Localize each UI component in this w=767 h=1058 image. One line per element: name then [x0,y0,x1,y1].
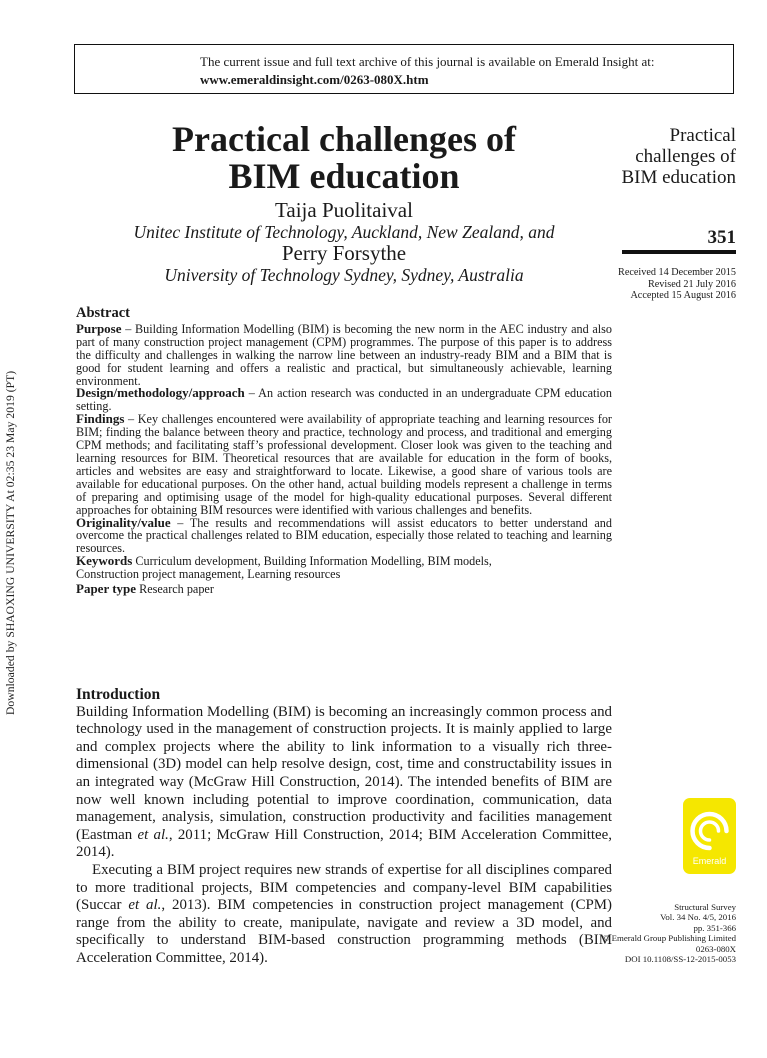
article-dates [600,267,736,302]
author-1 [76,198,612,223]
abstract-keywords [76,555,612,581]
introduction-section [76,686,612,968]
author-name: Taija Puolitaival [275,198,413,222]
banner-availability-text: The current issue and full text archive of this journal is available on Emerald Insight at: [200,54,655,69]
author-2 [76,241,612,266]
author-name: Perry Forsythe [281,241,407,265]
publication-info [596,902,736,964]
intro-p2-etal: et al. [128,897,162,914]
abstract-originality [76,514,612,556]
margin-running-title [610,125,736,188]
keywords-label: Keywords [76,553,133,569]
author-affiliation: University of Technology Sydney, Sydney, Australia [164,265,524,285]
purpose-text: – Building Information Modelling (BIM) is becoming the new norm in the AEC industry and also part of many construction project management (CPM) programmes. The purpose of this paper is to address the difficulty and challenges in walking the narrow line between an industry-ready BIM and a BIM that is good for student learning and offers a realistic and practical, but simultaneously achievable, learning environment. [76,321,612,388]
abstract-findings [76,413,612,516]
paper-type-label: Paper type [76,581,137,597]
margin-title-line-3: BIM education [621,167,736,188]
design-label: Design/methodology/approach [76,385,245,401]
journal-banner [74,44,734,94]
intro-paragraph-1 [76,704,612,862]
intro-p1-etal: et al. [137,826,169,843]
abstract-paper-type [76,583,612,596]
intro-p2-text-a: Executing a BIM project requires new strands of expertise for all disciplines compared to more traditional projects, BIM competencies and company-level BIM capabilities (Succar [76,861,612,914]
abstract-heading: Abstract [76,305,130,321]
abstract-purpose [76,320,612,388]
abstract-section [76,307,612,596]
design-text: – An action research was conducted in an undergraduate CPM education setting. [76,386,612,414]
page-number: 351 [707,227,736,248]
revised-date: Revised 21 July 2016 [647,278,736,290]
author-affiliation: Unitec Institute of Technology, Auckland, New Zealand, and [133,222,555,242]
journal-volume: Vol. 34 No. 4/5, 2016 [660,912,736,923]
intro-p1-text-a: Building Information Modelling (BIM) is becoming an increasingly common process and technology used in the management of construction projects. It is mainly applied to large and complex projects where the ability to link information to a visually rich three-dimensional (3D) model can help resolve design, cost, time and constructability issues in an integrated way (McGraw Hill Construction, 2014). The intended benefits of BIM are now well known including potential to improve coordination, communication, data management, analysis, simulation, construction productivity and facilities management (Eastman [76,703,612,843]
download-stamp [4,345,18,715]
keywords-line-1: Curriculum development, Building Information Modelling, BIM models, [132,554,492,569]
author-2-affiliation-block [76,265,612,286]
margin-title-line-1: Practical [669,125,736,146]
margin-rule [622,250,736,254]
abstract-design [76,387,612,413]
title-line-2: BIM education [228,156,460,196]
author-1-affiliation-block [76,222,612,243]
originality-text: – The results and recommendations will assist educators to better understand and overcome the practical challenges related to BIM education, especially those related to teaching and learning resources. [76,515,612,556]
findings-label: Findings [76,411,125,427]
originality-label: Originality/value [76,514,171,530]
intro-p2-text-b: , 2013). BIM competencies in construction project management (CPM) range from the ability to create, manipulate, navigate and review a 3D model, and specifically to understand BIM-based construction programming methods (BIM Acceleration Committee, 2014). [76,897,612,966]
journal-name: Structural Survey [674,902,736,912]
emerald-logo-text: Emerald [692,856,727,866]
emerald-logo [683,798,736,874]
publisher-copyright: © Emerald Group Publishing Limited [602,933,736,944]
purpose-label: Purpose [76,320,122,336]
journal-pages: pp. 351-366 [693,922,736,933]
keywords-line-2: Construction project management, Learning resources [76,567,341,582]
received-date: Received 14 December 2015 [618,267,736,278]
article-doi[interactable]: DOI 10.1108/SS-12-2015-0053 [624,954,736,965]
title-line-1: Practical challenges of [172,119,516,159]
article-title [76,121,612,195]
journal-issn: 0263-080X [695,943,736,954]
paper-type-text: Research paper [136,582,214,597]
intro-p1-text-b: , 2011; McGraw Hill Construction, 2014; BIM Acceleration Committee, 2014). [76,826,613,861]
download-stamp-text: Downloaded by SHAOXING UNIVERSITY At 02:35 23 May 2019 (PT) [4,370,17,715]
intro-paragraph-2 [76,862,612,968]
accepted-date: Accepted 15 August 2016 [630,290,736,301]
margin-title-line-2: challenges of [635,146,736,167]
introduction-heading: Introduction [76,686,161,703]
findings-text: – Key challenges encountered were availability of appropriate teaching and learning resources for BIM; finding the balance between theory and practice, technology and process, and traditional and emerging CPM methods; and facilitating staff’s professional development. Closer look was given to the teaching and learning resources for BIM. Theoretical resources that are available for education in the form of books, articles and websites are easy and straightforward to locate. Likewise, a good share of various tools are available for educational purposes. On the other hand, actual building models represent a challenge in terms of preparing and optimising usage of the model for high-quality educational purposes. Several different approaches for obtaining BIM resources were identified with various challenges and benefits. [76,412,612,517]
banner-url-link[interactable]: www.emeraldinsight.com/0263-080X.htm [200,72,429,87]
